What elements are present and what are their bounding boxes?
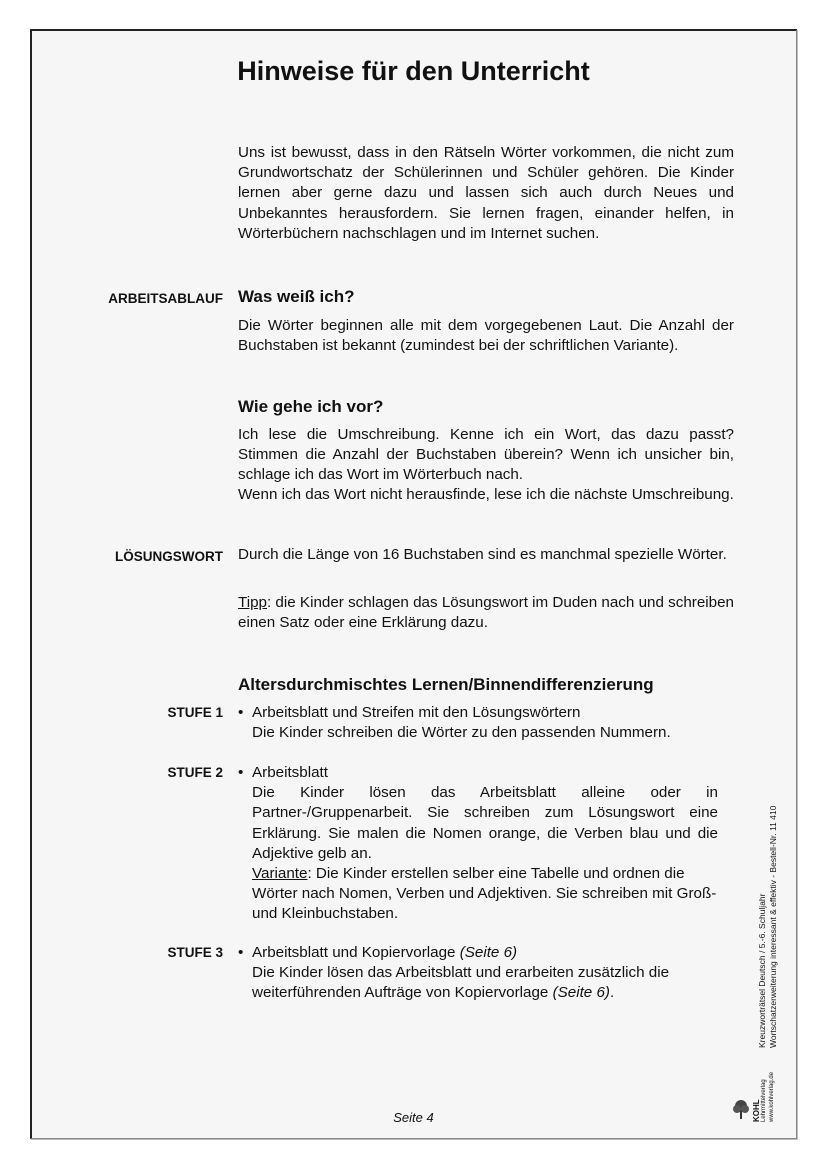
bullet-icon: •: [238, 704, 244, 721]
stufe-2-label: STUFE 2: [167, 765, 223, 780]
heading-was-weiss-ich: Was weiß ich?: [238, 287, 355, 306]
stufe-2-variante: [252, 864, 718, 925]
stufe-2-item: [238, 763, 738, 925]
stufe-3-line-2-ref: (Seite 6): [552, 984, 610, 1002]
stufe-3-line-2-end: .: [609, 984, 615, 1002]
side-meta-line-2: Wortschatzerweiterung interessant & effektiv - Bestell-Nr. 11 410: [767, 805, 778, 1048]
paragraph-loesungswort: Durch die Länge von 16 Buchstaben sind es manchmal spezielle Wörter.: [238, 546, 727, 563]
stufe-3-line-2-text: Die Kinder lösen das Arbeitsblatt und erarbeiten zusätzlich die weiterführenden Aufträge von Kopiervorlage: [252, 964, 670, 1002]
stufe-3-line-1-ref: (Seite 6): [459, 944, 518, 961]
heading-wie-gehe-ich-vor: Wie gehe ich vor?: [238, 397, 384, 416]
stufe-2-text: Die Kinder lösen das Arbeitsblatt alleine oder in Partner-/Gruppenarbeit. Sie schreiben zum Lösungswort eine Erklärung. Sie malen die Nomen orange, die Verben blau und die Adjektive gelb an.: [252, 784, 718, 862]
tipp-label: Tipp: [238, 594, 267, 611]
publisher-name: KOHL: [752, 1099, 761, 1122]
stufe-1-line-1: Arbeitsblatt und Streifen mit den Lösungswörtern: [252, 704, 581, 721]
stufe-3-item: [238, 943, 738, 1004]
stufe-2-line-1: Arbeitsblatt: [252, 764, 328, 781]
publisher-sub: Lehrmittelverlag: [761, 1079, 767, 1122]
heading-differenzierung: Altersdurchmischtes Lernen/Binnendifferenzierung: [238, 675, 654, 694]
stufe-1-item: [238, 703, 738, 743]
publisher-url: www.kohlverlag.de: [768, 1071, 775, 1122]
variante-label: Variante: [252, 865, 308, 883]
section-label-arbeitsablauf: ARBEITSABLAUF: [108, 291, 223, 306]
side-meta-line-1: Kreuzworträtsel Deutsch / 5.-6. Schuljahr: [757, 893, 767, 1048]
intro-paragraph: Uns ist bewusst, dass in den Rätseln Wörter vorkommen, die nicht zum Grundwortschatz der Schülerinnen und Schüler gehören. Die Kinder lernen aber gerne dazu und lassen sich auch durch Neues und Unbekanntes herausfordern. Sie lernen fragen, einander helfen, in Wörterbüchern nachschlagen und im Internet suchen.: [238, 144, 734, 242]
paragraph-was-weiss-ich: Die Wörter beginnen alle mit dem vorgegebenen Laut. Die Anzahl der Buchstaben ist bekannt (zumindest bei der schriftlichen Variante).: [238, 317, 734, 355]
stufe-3-label: STUFE 3: [167, 945, 223, 960]
variante-text: : Die Kinder erstellen selber eine Tabelle und ordnen die Wörter nach Nomen, Verben und Adjektiven. Sie schreiben mit Groß- und Kleinbuchstaben.: [252, 865, 717, 923]
stufe-1-line-2: Die Kinder schreiben die Wörter zu den passenden Nummern.: [252, 724, 671, 742]
paragraph-tipp: [238, 593, 734, 633]
stufe-3-line-1-text: Arbeitsblatt und Kopiervorlage: [252, 944, 460, 961]
stufe-1-label: STUFE 1: [167, 705, 223, 720]
tipp-text: : die Kinder schlagen das Lösungswort im Duden nach und schreiben einen Satz oder eine Erklärung dazu.: [238, 594, 734, 632]
stufe-3-line-2: [252, 963, 718, 1003]
section-label-loesungswort: LÖSUNGSWORT: [115, 549, 223, 564]
bullet-icon: •: [238, 944, 244, 961]
page-number: Seite 4: [393, 1110, 434, 1125]
bullet-icon: •: [238, 764, 244, 781]
stufe-3-line-1: [252, 943, 718, 963]
page-title: Hinweise für den Unterricht: [237, 56, 590, 86]
paragraph-wie-gehe-ich-vor: Ich lese die Umschreibung. Kenne ich ein Wort, das dazu passt? Stimmen die Anzahl der Buchstaben überein? Wenn ich unsicher bin, schlage ich das Wort im Wörterbuch nach.: [238, 426, 734, 484]
side-meta: [757, 806, 778, 1048]
paragraph-wie-gehe-ich-vor-2: Wenn ich das Wort nicht herausfinde, lese ich die nächste Umschreibung.: [238, 486, 734, 503]
